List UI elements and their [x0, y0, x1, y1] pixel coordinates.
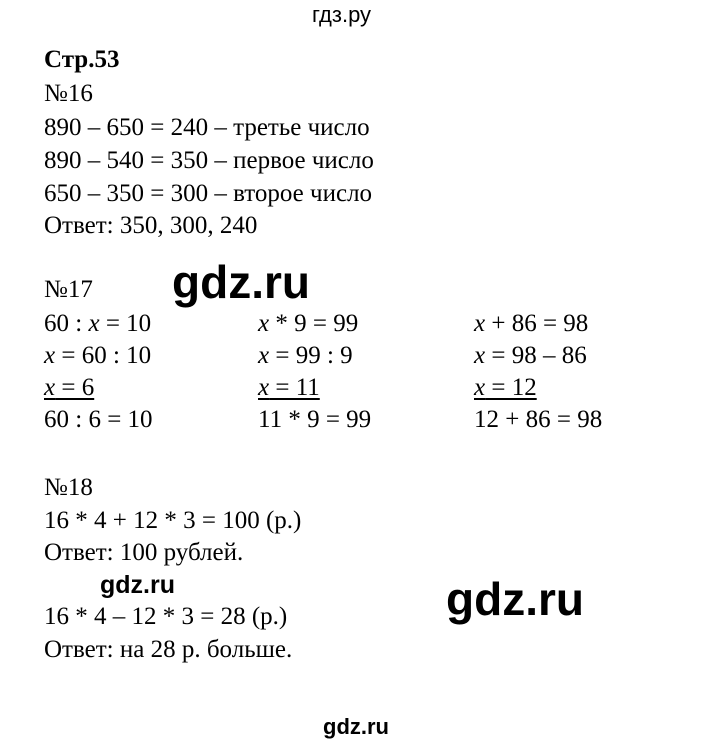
ex17-col1-check: 60 : 6 = 10 [44, 406, 153, 433]
ex17-col3-check: 12 + 86 = 98 [474, 406, 603, 433]
ex17-col2-check: 11 * 9 = 99 [258, 406, 372, 433]
ex16-answer: Ответ: 350, 300, 240 [44, 212, 258, 239]
ex17-col3-answer: x = 12 [474, 374, 537, 401]
ex18-line: 16 * 4 + 12 * 3 = 100 (р.) [44, 507, 302, 534]
footer-watermark: gdz.ru [323, 714, 389, 739]
watermark-small-left: gdz.ru [100, 571, 175, 599]
ex16-line: 650 – 350 = 300 – второе число [44, 180, 373, 207]
page-label: Стр.53 [44, 46, 120, 73]
ex16-line: 890 – 540 = 350 – первое число [44, 147, 374, 174]
ex17-number: №17 [44, 276, 93, 303]
watermark-large-right: gdz.ru [446, 573, 584, 625]
watermark-large-mid: gdz.ru [172, 256, 310, 308]
ex17-col1-equation: 60 : x = 10 [44, 310, 152, 337]
ex17-col3-solve: x = 98 – 86 [474, 342, 587, 369]
ex17-col2-solve: x = 99 : 9 [258, 342, 353, 369]
ex17-col1-solve: x = 60 : 10 [44, 342, 152, 369]
header-watermark: гдз.ру [312, 2, 372, 27]
ex18-number: №18 [44, 474, 93, 501]
ex17-col2-answer: x = 11 [258, 374, 320, 401]
ex17-col3-equation: x + 86 = 98 [474, 310, 589, 337]
ex18-line: 16 * 4 – 12 * 3 = 28 (р.) [44, 603, 288, 630]
ex18-answer: Ответ: на 28 р. больше. [44, 636, 293, 663]
ex16-line: 890 – 650 = 240 – третье число [44, 114, 370, 141]
ex16-number: №16 [44, 80, 93, 107]
ex18-answer: Ответ: 100 рублей. [44, 539, 244, 566]
ex17-col2-equation: x * 9 = 99 [258, 310, 359, 337]
ex17-col1-answer: x = 6 [44, 374, 95, 401]
